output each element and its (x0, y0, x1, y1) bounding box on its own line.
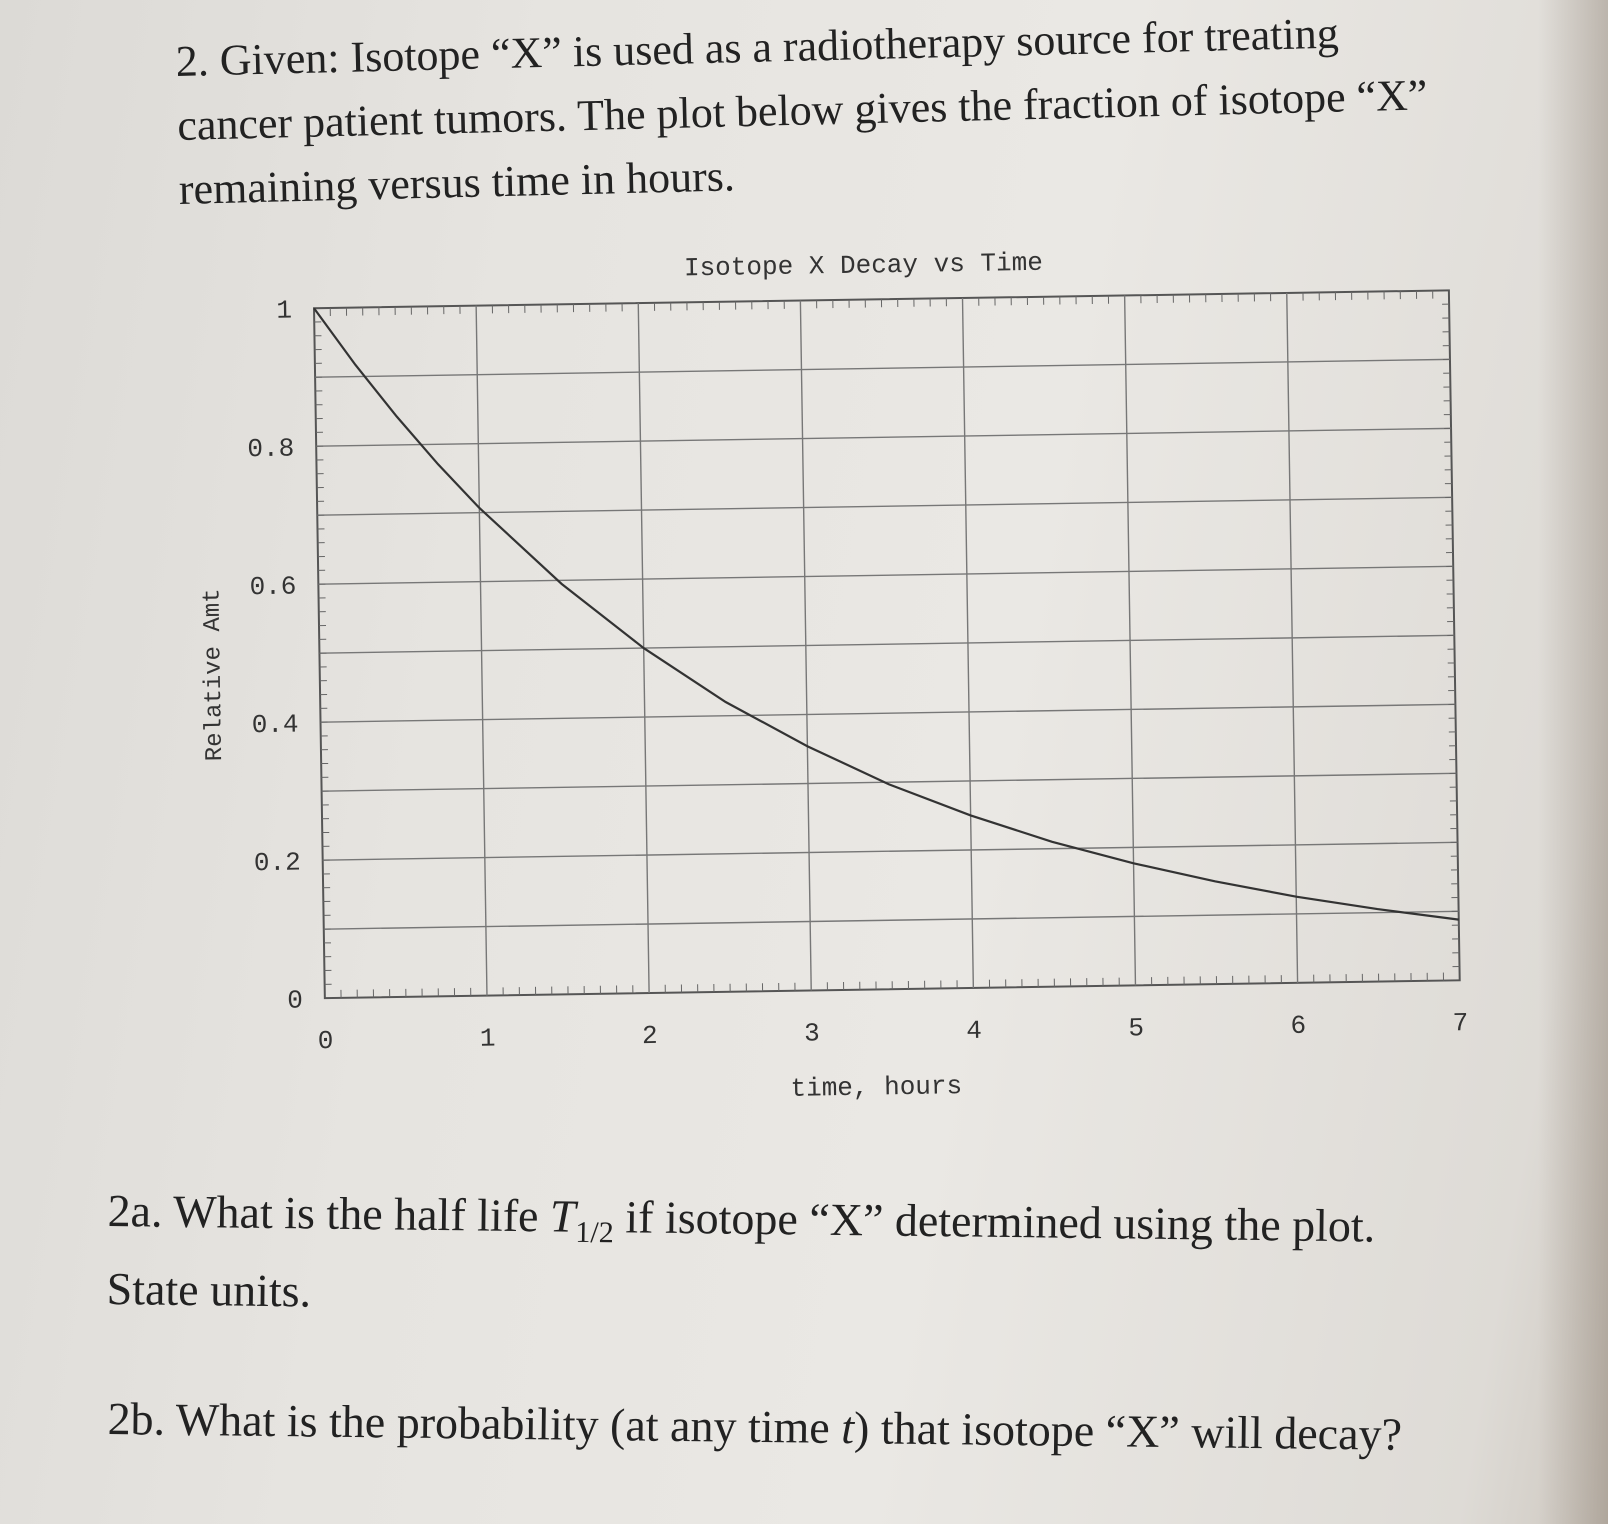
y-gridline (322, 773, 1457, 791)
x-tick-label: 4 (965, 1015, 983, 1047)
y-tick-label: 0 (287, 985, 304, 1016)
question-2a-line-2: State units. (106, 1263, 312, 1317)
chart-grid (314, 290, 1460, 998)
decay-chart (183, 235, 1497, 1135)
x-tick-label: 2 (641, 1020, 658, 1052)
question-2b (107, 1388, 1568, 1468)
y-tick-label: 0.2 (253, 847, 301, 879)
y-gridline (315, 359, 1450, 377)
problem-line-2: cancer patient tumors. The plot below gives the fraction of isotope “X” (176, 70, 1428, 150)
x-tick-label: 7 (1452, 1008, 1469, 1039)
x-axis-label: time, hours (790, 1071, 963, 1104)
problem-statement (175, 0, 1579, 222)
x-tick-label: 0 (317, 1026, 334, 1057)
y-axis-label: Relative Amt (199, 588, 230, 762)
y-gridline (321, 704, 1456, 722)
x-tick-label: 5 (1128, 1013, 1145, 1044)
y-gridline (324, 911, 1459, 929)
problem-line-1: 2. Given: Isotope “X” is used as a radiotherapy source for treating (175, 8, 1340, 86)
question-2a (106, 1180, 1568, 1338)
x-tick-label: 1 (479, 1023, 496, 1054)
question-2b-prefix: 2b. What is the probability (at any time (107, 1392, 842, 1453)
problem-line-3: remaining versus time in hours. (178, 151, 736, 214)
question-2b-line (107, 1388, 1568, 1468)
half-life-subscript: 1/2 (575, 1215, 614, 1250)
y-tick-label: 0.6 (249, 571, 297, 603)
chart-ticks (245, 277, 1468, 1057)
x-tick-label: 6 (1290, 1010, 1307, 1041)
question-2a-suffix: if isotope “X” determined using the plot. (613, 1191, 1376, 1252)
y-tick-label: 1 (276, 295, 293, 326)
y-gridline (316, 428, 1451, 446)
y-gridline (318, 566, 1453, 584)
time-variable: t (840, 1401, 855, 1454)
y-tick-label: 0.4 (251, 709, 299, 741)
half-life-symbol: T (549, 1190, 576, 1242)
question-2b-suffix: ) that isotope “X” will decay? (853, 1402, 1403, 1460)
chart-title: Isotope X Decay vs Time (683, 247, 1044, 284)
y-gridline (323, 842, 1458, 860)
y-gridline (319, 635, 1454, 653)
y-gridline (317, 497, 1452, 515)
y-tick-label: 0.8 (247, 433, 295, 465)
chart-svg (183, 235, 1497, 1135)
chart-series (314, 290, 1459, 937)
x-tick-label: 3 (803, 1018, 820, 1049)
question-2a-prefix: 2a. What is the half life (107, 1184, 551, 1242)
decay-curve (314, 290, 1459, 937)
